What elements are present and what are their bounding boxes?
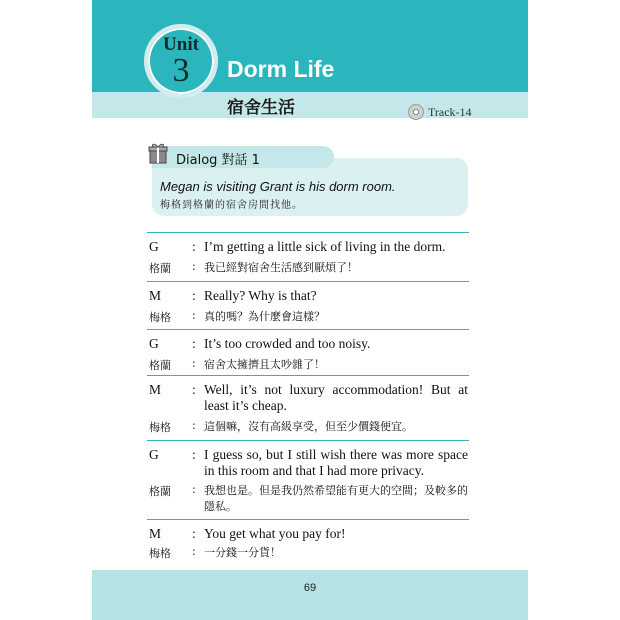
line-text-en: Really? Why is that? [204, 288, 317, 303]
colon: : [192, 309, 196, 322]
colon: : [192, 336, 196, 351]
unit-badge [144, 24, 218, 98]
speaker-en: M [149, 526, 162, 541]
speaker-zh: 梅格 [149, 311, 171, 324]
speaker-en: G [149, 447, 159, 462]
speaker-zh: 格蘭 [149, 262, 171, 275]
dialog-turn [147, 281, 469, 328]
dialog-turn [147, 440, 469, 517]
colon: : [192, 526, 196, 541]
dialog-turn [147, 329, 469, 376]
speaker-zh: 梅格 [149, 547, 171, 560]
scene-description-en: Megan is visiting Grant is his dorm room. [160, 179, 396, 194]
unit-word: Unit [163, 34, 199, 55]
colon: : [192, 419, 196, 432]
footer-band [92, 570, 528, 620]
dialog-turn [147, 375, 469, 438]
line-text-en: I guess so, but I still wish there was more space in this room and that I had more privacy. [204, 447, 468, 478]
speaker-en: M [149, 288, 162, 303]
colon: : [192, 382, 196, 397]
colon: : [192, 447, 196, 462]
speaker-zh: 格蘭 [149, 359, 171, 372]
cd-icon [408, 104, 424, 120]
speaker-en: M [149, 382, 162, 397]
line-text-zh: 宿舍太擁擠且太吵雜了！ [204, 358, 325, 371]
speaker-zh: 格蘭 [149, 485, 171, 498]
audio-track[interactable] [408, 104, 472, 120]
dialog-turn [147, 232, 469, 279]
track-label: Track-14 [428, 104, 472, 119]
line-text-en: You get what you pay for! [204, 526, 346, 541]
speaker-en: G [149, 336, 159, 351]
line-text-zh: 真的嗎？為什麼會這樣？ [204, 310, 325, 323]
line-text-zh: 這個嘛，沒有高級享受，但至少價錢便宜。 [204, 420, 413, 433]
colon: : [192, 288, 196, 303]
line-text-zh: 一分錢一分貨！ [204, 546, 281, 559]
line-text-en: I’m getting a little sick of living in the dorm. [204, 239, 446, 254]
line-text-en: Well, it’s not luxury accommodation! But at least it’s cheap. [204, 382, 468, 413]
unit-title-zh: 宿舍生活 [227, 98, 295, 118]
colon: : [192, 239, 196, 254]
line-text-zh: 我想也是。但是我仍然希望能有更大的空間；及較多的隱私。 [204, 484, 468, 513]
speaker-zh: 梅格 [149, 421, 171, 434]
page-number: 69 [303, 582, 317, 594]
scene-description-zh: 梅格到格蘭的宿舍房間找他。 [160, 200, 303, 211]
line-text-en: It’s too crowded and too noisy. [204, 336, 371, 351]
colon: : [192, 260, 196, 273]
dialog-turn [147, 519, 469, 566]
book-page [92, 0, 528, 620]
line-text-zh: 我已經對宿舍生活感到厭煩了！ [204, 261, 358, 274]
unit-number: 3 [172, 52, 190, 89]
dialog-label: Dialog 對話 1 [176, 153, 260, 168]
colon: : [192, 357, 196, 370]
colon: : [192, 545, 196, 558]
colon: : [192, 483, 196, 496]
speaker-en: G [149, 239, 159, 254]
gift-icon [148, 142, 168, 164]
unit-title-en: Dorm Life [227, 56, 335, 82]
